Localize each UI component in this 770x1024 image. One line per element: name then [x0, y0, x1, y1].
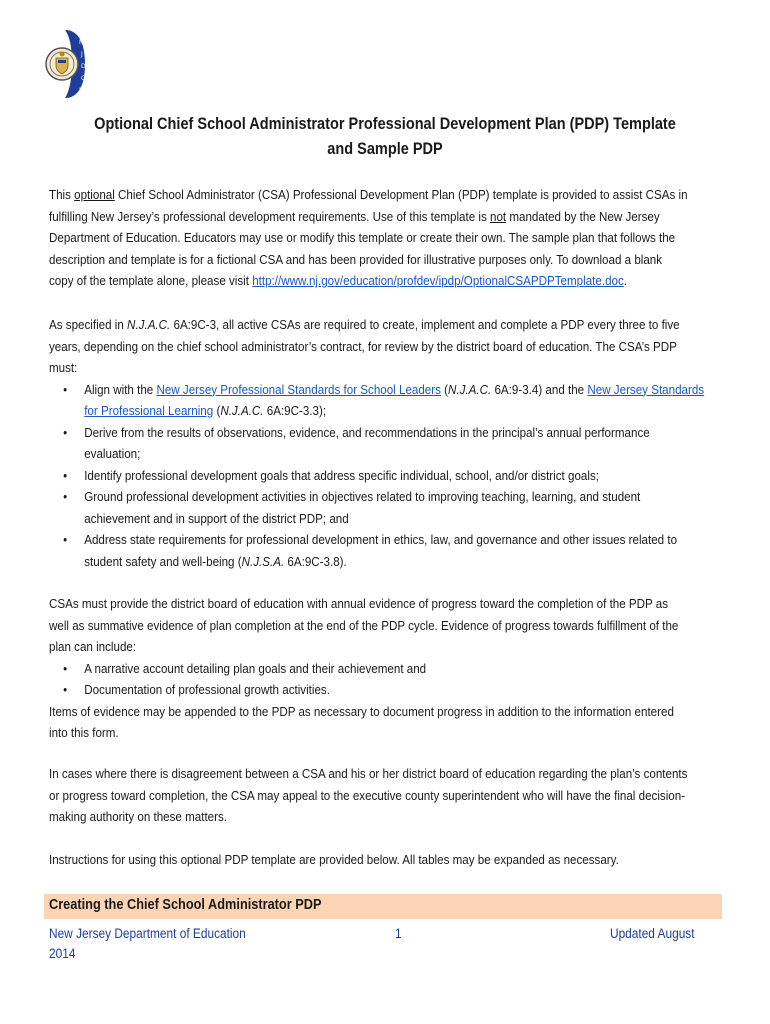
section-title: Creating the Chief School Administrator PDP	[49, 897, 322, 913]
list-item: • Identify professional development goals that address specific individual, school, and/or district goals;	[84, 465, 718, 487]
list-item: • Align with the New Jersey Professional Standards for School Leaders (N.J.A.C. 6A:9-3.4) and the New Jersey Standards for Professional Learning (N.J.A.C. 6A:9C-3.3);	[84, 379, 718, 422]
instructions-paragraph: Instructions for using this optional PDP template are provided below. All tables may be expanded as necessary.	[49, 852, 619, 867]
list-item: • Ground professional development activities in objectives related to improving teaching, learning, and student achievement and in support of the district PDP; and	[84, 486, 718, 529]
disagreement-paragraph: In cases where there is disagreement between a CSA and his or her district board of education regarding the plan’s contents or progress toward completion, the CSA may appeal to the executive county superintendent who will have the final decision- making authority on these matters.	[49, 766, 688, 824]
title-line-1: Optional Chief School Administrator Professional Development Plan (PDP) Template	[94, 115, 676, 133]
list-item: • Derive from the results of observations, evidence, and recommendations in the principal’s annual performance evaluation;	[84, 422, 718, 465]
svg-text:E: E	[79, 87, 83, 94]
footer-updated: Updated August	[610, 926, 695, 941]
svg-text:D: D	[81, 63, 86, 70]
list-item: • A narrative account detailing plan goals and their achievement and	[84, 658, 718, 680]
emphasis-not: not	[489, 208, 507, 224]
emphasis-optional: optional	[74, 187, 115, 202]
requirements-list	[49, 379, 718, 573]
template-download-link[interactable]: http://www.nj.gov/education/profdev/ipdp/OptionalCSAPDPTemplate.doc	[252, 273, 624, 288]
learning-standards-link[interactable]: New Jersey Standards	[587, 381, 705, 397]
evidence-paragraph: CSAs must provide the district board of education with annual evidence of progress toward the completion of the PDP as well as summative evidence of plan completion at the end of the PDP cycle. Evidence of progress towards fulfillment of the plan can include: • A narrative account detailing plan goals and their achievement and • Documentation of professional growth activities. Items of evidence may be appended to the PDP as necessary to document progress in addition to the information entered into this form.	[49, 593, 718, 744]
learning-standards-link-cont[interactable]: for Professional Learning	[84, 403, 214, 418]
document-title	[81, 112, 688, 162]
njdoe-seal-logo	[44, 28, 86, 100]
requirements-paragraph: As specified in N.J.A.C. 6A:9C-3, all active CSAs are required to create, implement and complete a PDP every three to five years, depending on the chief school administrator’s contract, for review by the district board of education. The CSA’s PDP must: • Align with the New Jersey Professional Standards for School Leaders (N.J.A.C. 6A:9-3.4) and the New Jersey Standards for Professional Learning (N.J.A.C. 6A:9C-3.3); • Derive from the results of observations, evidence, and recommendations in the principal’s annual performance evaluation; • Identify professional development goals that address specific individual, school, and/or district goals; • Ground professional development activities in objectives related to improving teaching, learning, and student achievement and in support of the district PDP; and • Address state requirements for professional development in ethics, law, and governance and other issues related to student safety and well-being (N.J.S.A. 6A:9C-3.8).	[49, 314, 718, 572]
svg-text:O: O	[81, 75, 86, 82]
svg-text:J: J	[81, 51, 83, 58]
svg-text:N: N	[79, 39, 84, 46]
list-item: • Documentation of professional growth activities.	[84, 679, 718, 701]
title-line-2: and Sample PDP	[327, 140, 443, 158]
leaders-standards-link[interactable]: New Jersey Professional Standards for School Leaders	[156, 381, 441, 397]
footer-organization: New Jersey Department of Education	[49, 926, 246, 941]
section-heading-bar	[44, 894, 722, 919]
intro-paragraph: This optional Chief School Administrator (CSA) Professional Development Plan (PDP) template is provided to assist CSAs in fulfilling New Jersey’s professional development requirements. Use of this template is not mandated by the New Jersey Department of Education. Educators may use or modify this template or create their own. The sample plan that follows the description and template is for a fictional CSA and has been provided for illustrative purposes only. To download a blank copy of the template alone, please visit http://www.nj.gov/education/profdev/ipdp/OptionalCSAPDPTemplate.doc.	[49, 187, 688, 288]
footer-year: 2014	[49, 946, 76, 961]
list-item: • Address state requirements for professional development in ethics, law, and governance and other issues related to student safety and well-being (N.J.S.A. 6A:9C-3.8).	[84, 529, 718, 572]
footer-page-number: 1	[395, 926, 402, 941]
evidence-list	[49, 658, 718, 701]
page-footer	[49, 924, 709, 974]
